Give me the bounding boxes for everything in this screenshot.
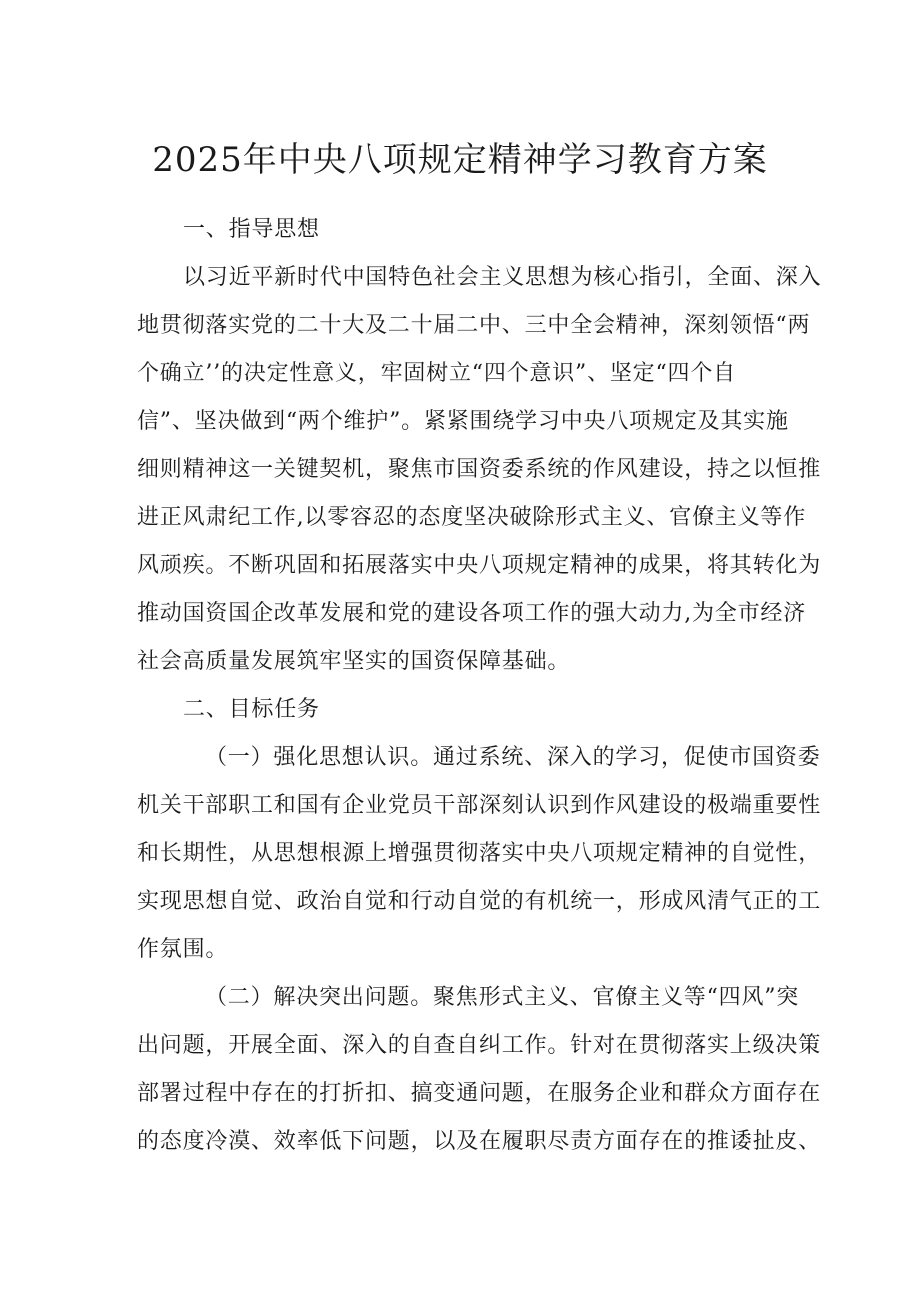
paragraph-line: 信”、坚决做到“两个维护”。紧紧围绕学习中央八项规定及其实施 — [137, 409, 789, 434]
paragraph-line: 地贯彻落实党的二十大及二十届二中、三中全会精神，深刻领悟“两 — [137, 313, 811, 338]
paragraph-line: 社会高质量发展筑牢坚实的国资保障基础。 — [137, 649, 571, 674]
paragraph-line: 的态度冷漠、效率低下问题，以及在履职尽责方面存在的推诿扯皮、 — [137, 1129, 822, 1154]
paragraph-line: 机关干部职工和国有企业党员干部深刻认识到作风建设的极端重要性 — [137, 793, 822, 818]
paragraph-line: 出问题，开展全面、深入的自查自纠工作。针对在贯彻落实上级决策 — [137, 1033, 822, 1058]
paragraph-line: 和长期性，从思想根源上增强贯彻落实中央八项规定精神的自觉性， — [137, 841, 822, 866]
document-body — [137, 206, 822, 1166]
paragraph-line: 推动国资国企改革发展和党的建设各项工作的强大动力,为全市经济 — [137, 601, 806, 626]
section-heading: 一、指导思想 — [183, 217, 320, 242]
document-title: 2025年中央八项规定精神学习教育方案 — [152, 139, 768, 180]
paragraph-line: 实现思想自觉、政治自觉和行动自觉的有机统一，形成风清气正的工 — [137, 889, 822, 914]
paragraph-line: 作氛围。 — [137, 937, 229, 962]
paragraph-line: （一）强化思想认识。通过系统、深入的学习，促使市国资委 — [205, 745, 821, 770]
paragraph-line: 风顽疾。不断巩固和拓展落实中央八项规定精神的成果，将其转化为 — [137, 553, 822, 578]
paragraph-line: 个确立’’的决定性意义，牢固树立“四个意识”、坚定“四个自 — [137, 361, 736, 386]
paragraph-line: 以习近平新时代中国特色社会主义思想为核心指引，全面、深入 — [183, 265, 822, 290]
section-heading: 二、目标任务 — [183, 697, 320, 722]
paragraph-line: 进正风肃纪工作,以零容忍的态度坚决破除形式主义、官僚主义等作 — [137, 505, 806, 530]
paragraph-line: 部署过程中存在的打折扣、搞变通问题，在服务企业和群众方面存在 — [137, 1081, 822, 1106]
paragraph-line: （二）解决突出问题。聚焦形式主义、官僚主义等“四风”突 — [205, 985, 800, 1010]
paragraph-line: 细则精神这一关键契机，聚焦市国资委系统的作风建设，持之以恒推 — [137, 457, 822, 482]
